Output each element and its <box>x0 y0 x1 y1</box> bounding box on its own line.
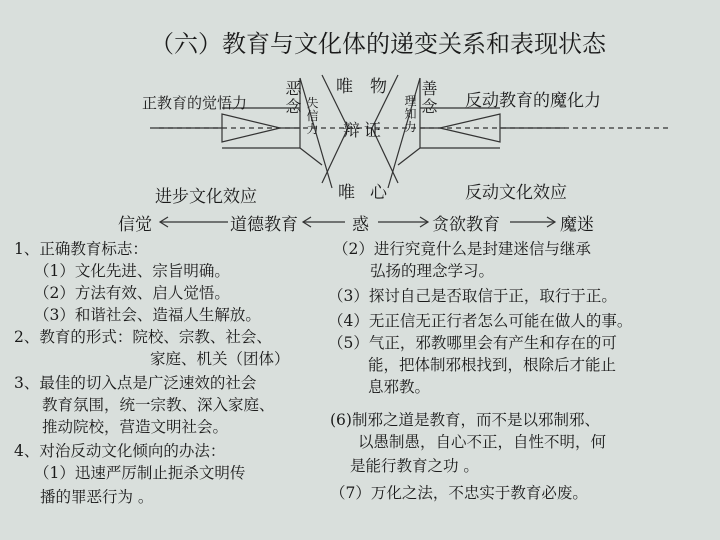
reactionary-effect-label: 反动文化效应 <box>465 183 567 203</box>
xin-label: 心 <box>370 183 387 203</box>
left-top-label: 正教育的觉悟力 <box>142 94 248 112</box>
right-item-7: （7）万化之法，不忠实于教育必废。 <box>330 484 588 502</box>
reason-know-label: 理知力 <box>404 94 417 134</box>
right-item-4: （4）无正信无正行者怎么可能在做人的事。 <box>328 312 633 330</box>
evil-thought-label: 恶念 <box>285 79 302 116</box>
left-item-1-2: （2）方法有效、启人觉悟。 <box>34 284 230 302</box>
left-item-4-1: （1）迅速严厉制止扼杀文明传 <box>34 464 246 482</box>
left-item-3-cont-1: 教育氛围，统一宗教、深入家庭、 <box>42 396 275 414</box>
left-item-2: 2、教育的形式：院校、宗教、社会、 <box>14 328 272 346</box>
right-item-6: (6)制邪之道是教育，而不是以邪制邪、 <box>330 411 600 429</box>
wu-label: 物 <box>370 77 387 97</box>
good-thought-label: 善念 <box>421 79 438 116</box>
greed-edu-label: 贪欲教育 <box>432 215 500 235</box>
left-item-3: 3、最佳的切入点是广泛速效的社会 <box>14 374 257 392</box>
right-item-5-cont-1: 能，把体制邪根找到，根除后才能止 <box>368 356 617 374</box>
right-top-label: 反动教育的魔化力 <box>465 91 601 111</box>
awakening-label: 信觉 <box>118 215 152 235</box>
left-item-1: 1、正确教育标志： <box>14 240 148 258</box>
right-item-2: （2）进行究竟什么是封建迷信与继承 <box>333 240 591 258</box>
right-item-3: （3）探讨自己是否取信于正，取行于正。 <box>328 287 617 305</box>
left-item-1-1: （1）文化先进、宗旨明确。 <box>34 262 230 280</box>
wei-label-top: 唯 <box>336 77 353 97</box>
right-item-5: （5）气正，邪教哪里会有产生和存在的可 <box>328 334 617 352</box>
wei-label-bottom: 唯 <box>338 183 355 203</box>
right-item-2-cont: 弘扬的理念学习。 <box>370 262 495 280</box>
right-item-6-cont-2: 是能行教育之功 。 <box>350 457 479 475</box>
demon-lost-label: 魔迷 <box>560 215 594 235</box>
left-item-1-3: （3）和谐社会、造福人生解放。 <box>34 306 261 324</box>
bian-label: 辩 <box>343 121 360 141</box>
left-item-2-cont: 家庭、机关（团体） <box>150 350 290 368</box>
progress-effect-label: 进步文化效应 <box>155 187 257 207</box>
lost-faith-label: 失信力 <box>306 96 319 136</box>
left-item-4-1-cont: 播的罪恶行为 。 <box>40 488 154 506</box>
zheng-label: 证 <box>364 121 381 141</box>
left-item-3-cont-2: 推动院校，营造文明社会。 <box>42 418 229 436</box>
moral-edu-label: 道德教育 <box>230 215 298 235</box>
left-item-4: 4、对治反动文化倾向的办法： <box>14 442 226 460</box>
right-item-5-cont-2: 息邪教。 <box>368 378 431 396</box>
confusion-label: 惑 <box>352 215 369 235</box>
page-title: （六）教育与文化体的递变关系和表现状态 <box>150 30 606 58</box>
right-item-6-cont-1: 以愚制愚，自心不正，自性不明，何 <box>358 433 607 451</box>
